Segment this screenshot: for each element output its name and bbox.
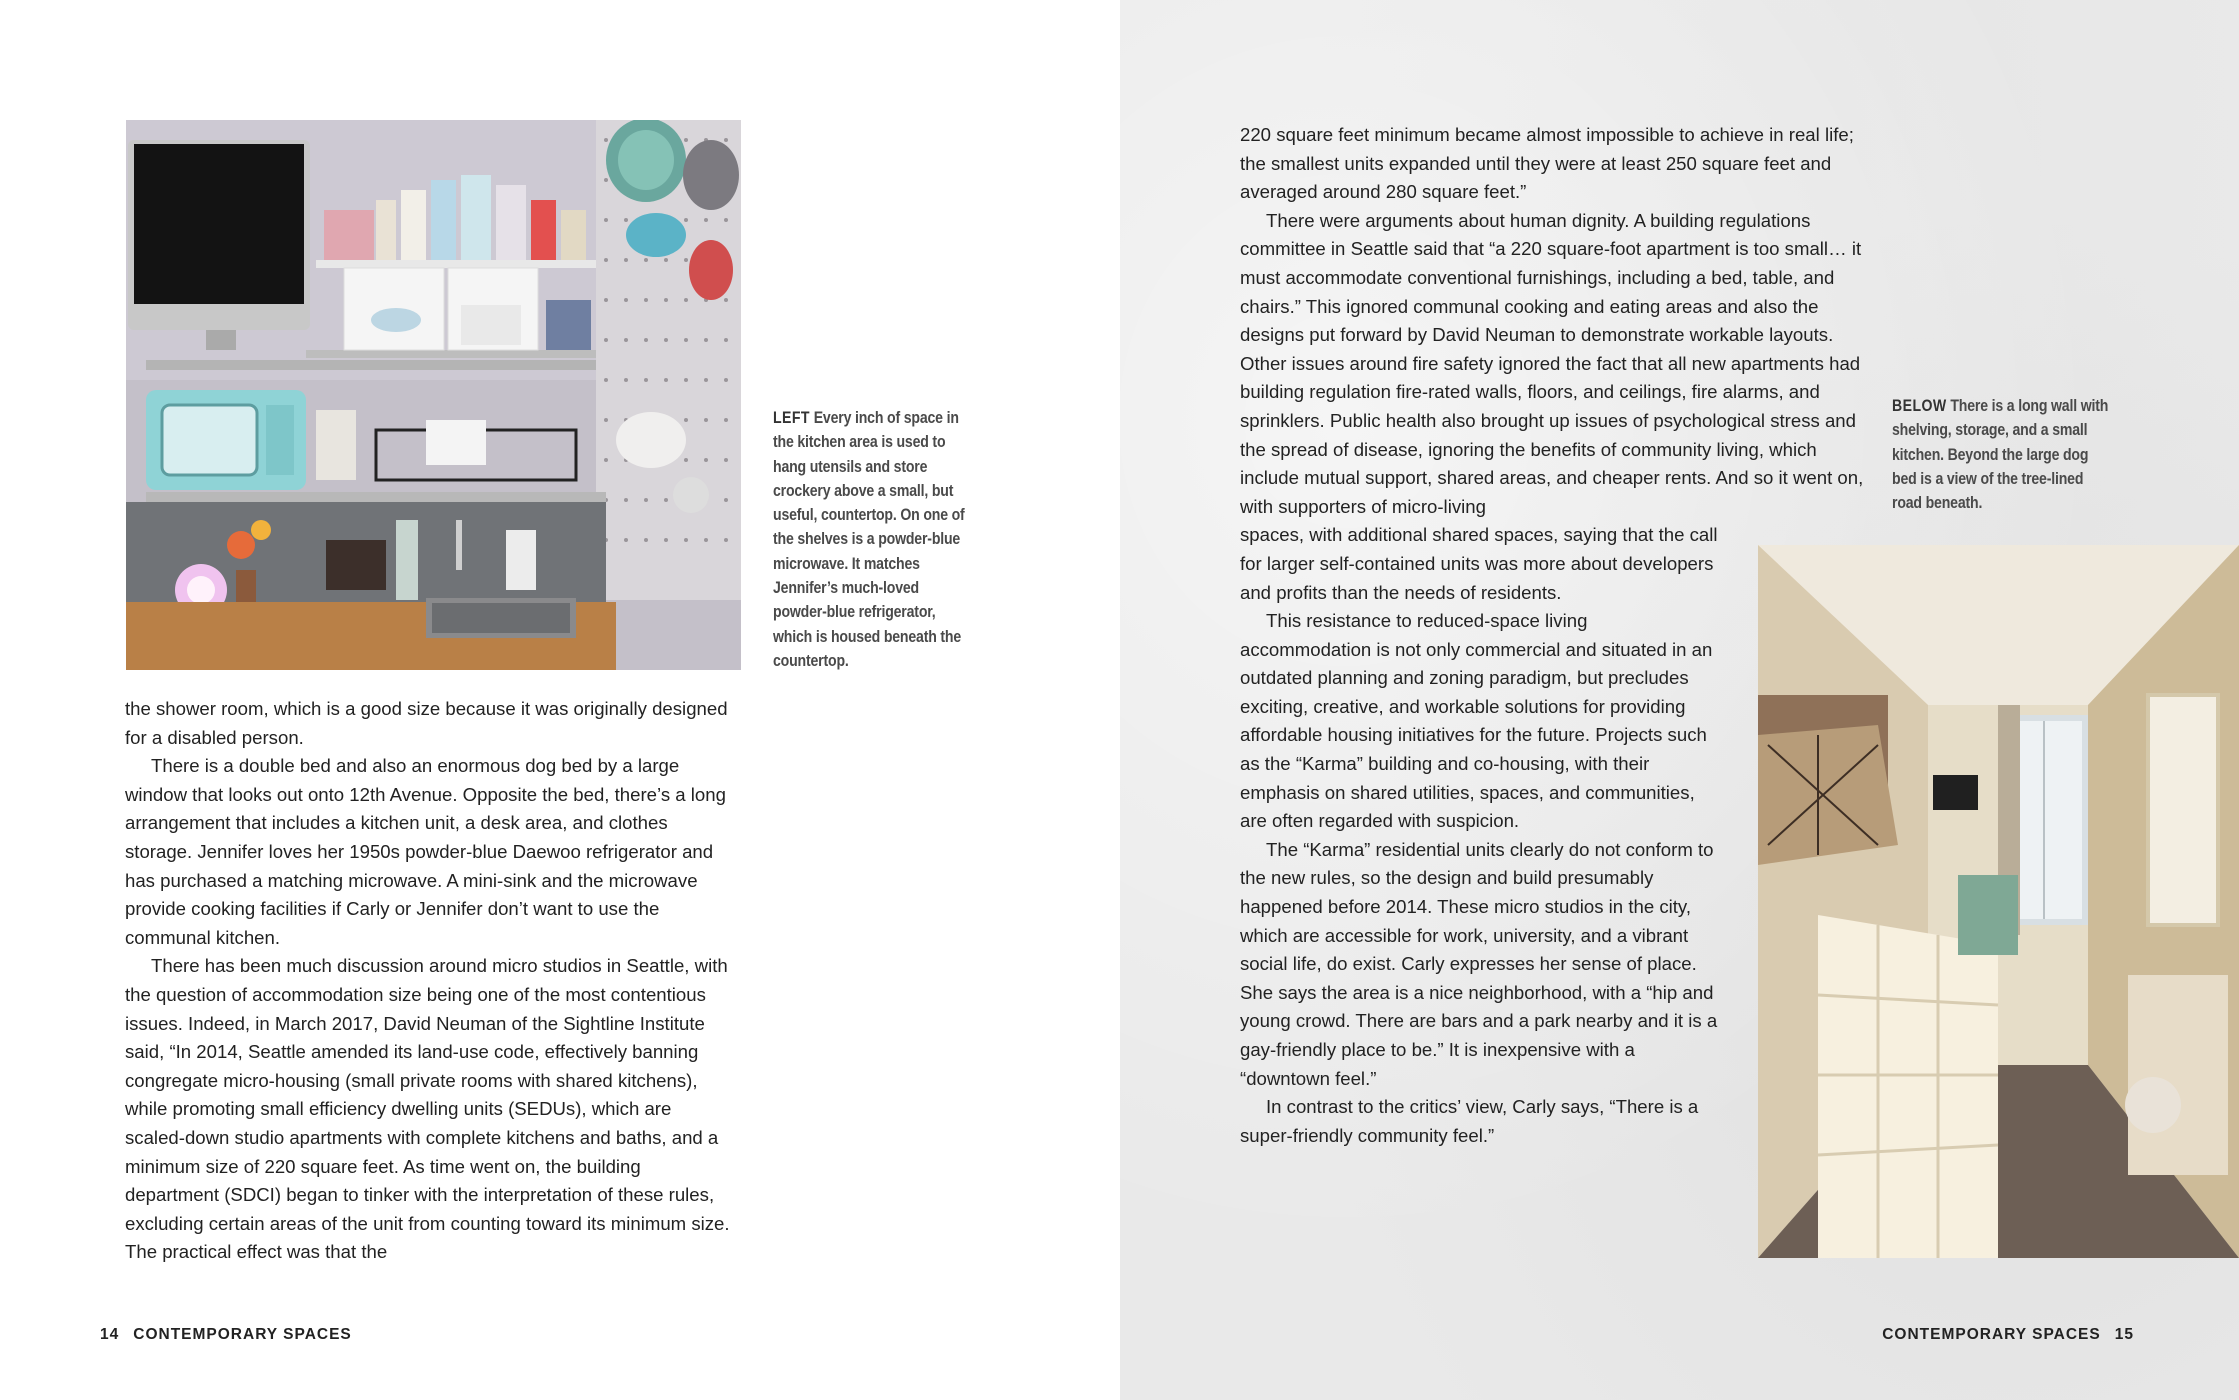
right-caption <box>1892 394 2116 515</box>
caption-text: There is a long wall with shelving, storage, and a small kitchen. Beyond the large dog bed is a view of the tree-lined road beneath. <box>1892 397 2109 513</box>
paragraph: spaces, with additional shared spaces, saying that the call for larger self-contained units was more about developers and profits than the needs of residents. <box>1240 524 1718 603</box>
running-head: CONTEMPORARY SPACES <box>133 1326 352 1343</box>
paragraph: This resistance to reduced-space living accommodation is not only commercial and situated in an outdated planning and zoning paradigm, but precludes exciting, creative, and workable solutions for providing affordable housing initiatives for the future. Projects such as the “Karma” building and co-housing, with their emphasis on shared utilities, spaces, and communities, are often regarded with suspicion. <box>1240 610 1713 832</box>
left-body-text <box>125 695 735 1267</box>
paragraph: There has been much discussion around micro studios in Seattle, with the question of accommodation size being one of the most contentious issues. Indeed, in March 2017, David Neuman of the Sightline Institute said, “In 2014, Seattle amended its land-use code, effectively banning congregate micro-housing (small private rooms with shared kitchens), while promoting small efficiency dwelling units (SEDUs), which are scaled-down studio apartments with complete kitchens and baths, and a minimum size of 220 square feet. As time went on, the building department (SDCI) began to tinker with the interpretation of these rules, excluding certain areas of the unit from counting toward its minimum size. The practical effect was that the <box>125 955 730 1263</box>
paragraph: the shower room, which is a good size because it was originally designed for a disabled person. <box>125 698 728 748</box>
paragraph: 220 square feet minimum became almost impossible to achieve in real life; the smallest units expanded until they were at least 250 square feet and averaged around 280 square feet.” <box>1240 124 1854 203</box>
caption-lead: BELOW <box>1892 397 1947 415</box>
kitchen-photo <box>126 120 741 670</box>
paragraph: The “Karma” residential units clearly do not conform to the new rules, so the design and build presumably happened before 2014. These micro studios in the city, which are accessible for work, university, and a vibrant social life, do exist. Carly expresses her sense of place. She says the area is a nice neighborhood, with a “hip and young crowd. There are bars and a park nearby and it is a gay-friendly place to be.” It is inexpensive with a “downtown feel.” <box>1240 838 1718 1089</box>
hallway-photo <box>1758 545 2239 1258</box>
narrow-column <box>1240 521 1720 1150</box>
caption-lead: LEFT <box>773 409 810 427</box>
caption-text: Every inch of space in the kitchen area is used to hang utensils and store crockery above a small, but useful, countertop. On one of the shelves is a powder-blue microwave. It matches Jennifer’s much-loved powder-blue refrigerator, which is housed beneath the countertop. <box>773 409 965 670</box>
running-head: CONTEMPORARY SPACES <box>1882 1326 2101 1343</box>
page-number: 14 <box>100 1326 120 1343</box>
left-caption <box>773 406 975 673</box>
right-folio <box>1882 1326 2148 1344</box>
left-folio <box>86 1326 352 1344</box>
paragraph: There were arguments about human dignity. A building regulations committee in Seattle said that “a 220 square-foot apartment is too small… it must accommodate conventional furnishings, including a bed, table, and chairs.” This ignored communal cooking and eating areas and also the designs put forward by David Neuman to demonstrate workable layouts. Other issues around fire safety ignored the fact that all new apartments had building regulation fire-rated walls, floors, and ceilings, fire alarms, and sprinklers. Public health also brought up issues of psychological stress and the spread of disease, ignoring the benefits of community living, which include mutual support, shared areas, and cheaper rents. And so it went on, with supporters of micro-living <box>1240 209 1864 517</box>
page-number: 15 <box>2114 1326 2134 1343</box>
paragraph: There is a double bed and also an enormous dog bed by a large window that looks out onto 12th Avenue. Opposite the bed, there’s a long arrangement that includes a kitchen unit, a desk area, and clothes storage. Jennifer loves her 1950s powder-blue Daewoo refrigerator and has purchased a matching microwave. A mini-sink and the microwave provide cooking facilities if Carly or Jennifer don’t want to use the communal kitchen. <box>125 755 726 948</box>
paragraph: In contrast to the critics’ view, Carly says, “There is a super-friendly community feel.” <box>1240 1096 1699 1146</box>
